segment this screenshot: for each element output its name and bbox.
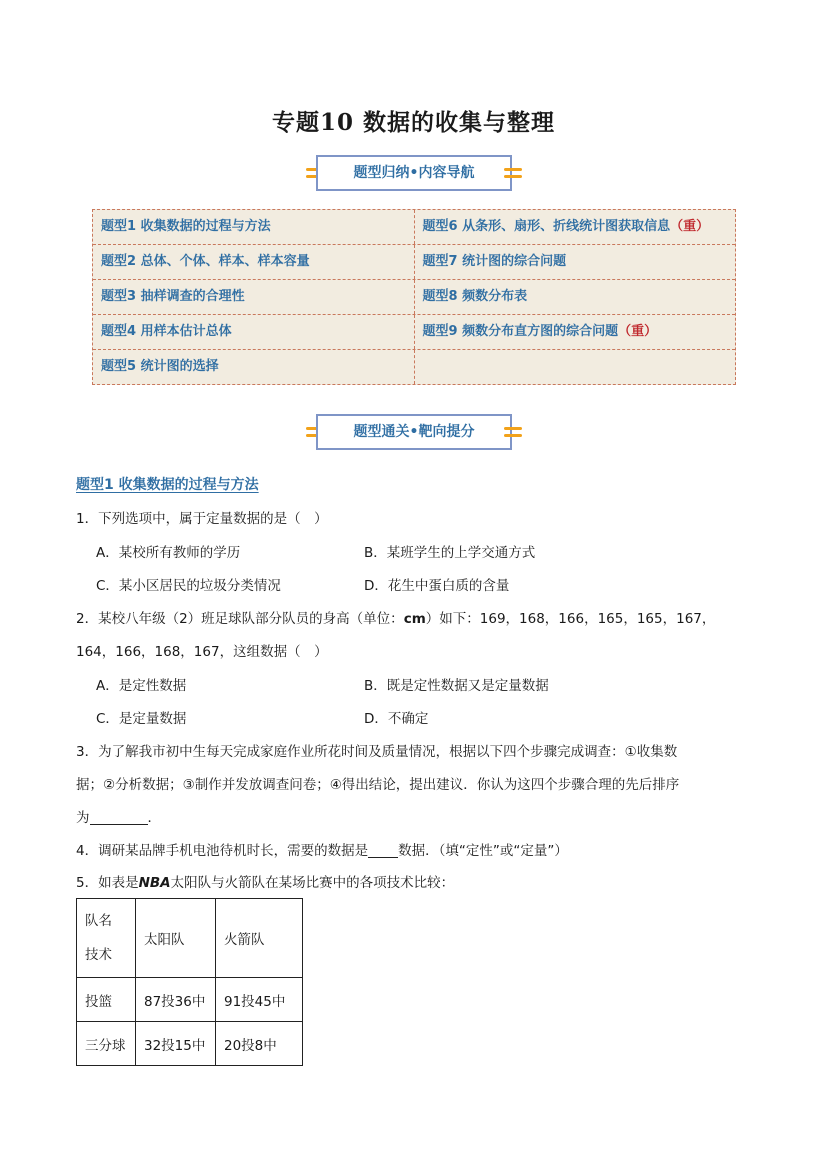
q1-option-c: C．某小区居民的垃圾分类情况 xyxy=(96,578,281,594)
question-2-stem-cont: 164，166，168，167，这组数据（ ） xyxy=(76,644,328,660)
practice-banner-label: 题型通关•靶向提分 xyxy=(316,414,512,450)
nav-row xyxy=(93,245,735,280)
table-header-row xyxy=(77,899,303,978)
topic-nav-table xyxy=(92,209,736,385)
nav-banner xyxy=(0,155,827,195)
q1-option-a: A．某校所有教师的学历 xyxy=(96,545,241,561)
nav-empty-cell xyxy=(414,350,736,384)
key-topic-tag: （重） xyxy=(670,219,710,234)
nav-row xyxy=(93,315,735,350)
q2-option-c: C．是定量数据 xyxy=(96,711,187,727)
table-cell: 20投8中 xyxy=(216,1022,303,1066)
table-cell: 91投45中 xyxy=(216,978,303,1022)
question-1-stem: 1．下列选项中，属于定量数据的是（ ） xyxy=(76,511,328,527)
nav-link[interactable]: 题型4 用样本估计总体 xyxy=(101,324,232,339)
q2-option-d: D．不确定 xyxy=(364,711,429,727)
row-label: 投篮 xyxy=(77,978,136,1022)
banner-ornament-icon xyxy=(504,164,522,182)
nav-row xyxy=(93,350,735,384)
answer-blank xyxy=(368,843,398,858)
nav-link[interactable]: 题型2 总体、个体、样本、样本容量 xyxy=(101,254,310,269)
row-label: 三分球 xyxy=(77,1022,136,1066)
page-title: 专题10 数据的收集与整理 xyxy=(271,109,555,136)
answer-blank xyxy=(90,810,148,825)
q1-option-d: D．花生中蛋白质的含量 xyxy=(364,578,510,594)
unit-cm: cm xyxy=(403,611,426,627)
team-header: 火箭队 xyxy=(216,899,303,978)
team-header: 太阳队 xyxy=(136,899,216,978)
q2-option-b: B．既是定性数据又是定量数据 xyxy=(364,678,549,694)
table-row xyxy=(77,978,303,1022)
table-cell: 87投36中 xyxy=(136,978,216,1022)
table-cell: 32投15中 xyxy=(136,1022,216,1066)
nav-link[interactable]: 题型5 统计图的选择 xyxy=(101,359,219,374)
question-3-line-3: 为 ． xyxy=(76,810,161,826)
nav-link[interactable]: 题型7 统计图的综合问题 xyxy=(414,245,736,279)
section-heading[interactable]: 题型1 收集数据的过程与方法 xyxy=(76,477,259,493)
nav-row xyxy=(93,280,735,315)
question-5-stem: 5．如表是NBA太阳队与火箭队在某场比赛中的各项技术比较： xyxy=(76,875,455,891)
nav-link[interactable]: 题型8 频数分布表 xyxy=(414,280,736,314)
team-stats-table xyxy=(76,898,303,1066)
nav-link[interactable]: 题型3 抽样调查的合理性 xyxy=(101,289,245,304)
nav-link[interactable]: 题型1 收集数据的过程与方法 xyxy=(101,219,271,234)
banner-ornament-icon xyxy=(504,423,522,441)
nav-link[interactable]: 题型6 从条形、扇形、折线统计图获取信息（重） xyxy=(414,210,736,244)
practice-banner xyxy=(0,414,827,454)
nav-banner-label: 题型归纳•内容导航 xyxy=(316,155,512,191)
table-corner-cell: 队名 技术 xyxy=(77,899,136,978)
table-row xyxy=(77,1022,303,1066)
nav-row xyxy=(93,210,735,245)
nba-label: NBA xyxy=(138,875,171,891)
nav-link[interactable]: 题型9 频数分布直方图的综合问题（重） xyxy=(414,315,736,349)
q2-option-a: A．是定性数据 xyxy=(96,678,187,694)
question-3-line-1: 3．为了解我市初中生每天完成家庭作业所花时间及质量情况，根据以下四个步骤完成调查：①收集数 xyxy=(76,744,678,760)
question-2-stem: 2．某校八年级（2）班足球队部分队员的身高（单位：cm）如下：169，168，166，165，165，167， xyxy=(76,611,716,627)
key-topic-tag: （重） xyxy=(618,324,658,339)
question-4-stem: 4．调研某品牌手机电池待机时长，需要的数据是 数据．（填“定性”或“定量”） xyxy=(76,843,568,859)
question-3-line-2: 据；②分析数据；③制作并发放调查问卷；④得出结论，提出建议．你认为这四个步骤合理的先后排序 xyxy=(76,777,680,793)
q1-option-b: B．某班学生的上学交通方式 xyxy=(364,545,536,561)
